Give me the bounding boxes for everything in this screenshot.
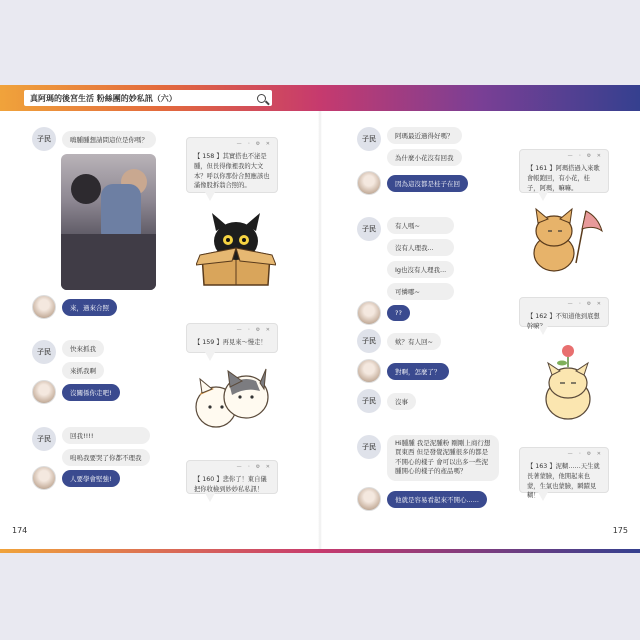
avatar: 子民	[357, 217, 381, 241]
left-chat-3	[32, 340, 104, 379]
search-icon[interactable]	[257, 94, 266, 103]
comment-card-162	[519, 297, 609, 330]
cream-cat-with-flower-illustration	[534, 343, 606, 423]
chat-bubble: 有人嗎~	[387, 217, 454, 234]
card-toolbar: — ◦ ⚙ ✕	[567, 301, 603, 307]
chat-bubble: 沒事	[387, 393, 416, 410]
avatar: 子民	[357, 389, 381, 413]
right-chat-5	[357, 329, 441, 353]
chat-bubble: 沒關係你走吧!	[62, 384, 120, 401]
cat-avatar	[32, 466, 56, 490]
right-chat-1	[357, 127, 462, 166]
chat-bubble: 阿瑪最近過得好嗎？	[387, 127, 462, 144]
chat-bubble: 沒有人理我...	[387, 239, 454, 256]
orange-cat-with-flag-illustration	[524, 203, 604, 278]
card-toolbar: — ◦ ⚙ ✕	[236, 464, 272, 470]
left-chat-6	[32, 466, 120, 490]
chat-bubble: 嗨腫腫想請問這位是你嗎？	[62, 131, 156, 148]
right-chat-2	[357, 171, 468, 195]
chat-bubble: 快來抓我	[62, 340, 104, 357]
avatar: 子民	[32, 427, 56, 451]
comment-card-158	[186, 137, 278, 193]
chat-bubble: 嗚嗚我要哭了你都不理我	[62, 449, 150, 466]
chat-bubble: Ig也沒有人理我...	[387, 261, 454, 278]
chat-bubble: 對啊，怎麼了？	[387, 363, 449, 380]
avatar: 子民	[32, 340, 56, 364]
header-gradient-bar	[0, 85, 640, 111]
right-chat-4	[357, 301, 410, 325]
chat-bubble: 為什麼小花沒有回我	[387, 149, 462, 166]
chat-bubble: 來，過來合照	[62, 299, 117, 316]
comment-card-161	[519, 149, 609, 193]
avatar: 子民	[32, 127, 56, 151]
left-chat-2	[32, 295, 117, 319]
right-chat-8	[357, 435, 499, 481]
search-bar[interactable]	[24, 90, 272, 106]
card-text: 【 161 】阿瑪搭過入來歌會帳跑回，有小花，桂子，阿瑪，嘛嘛。	[527, 165, 600, 192]
chat-bubble: 欸？有人回~	[387, 333, 441, 350]
right-chat-7	[357, 389, 416, 413]
search-text: 真阿瑪的後宮生活 粉絲團的妙私訊（六）	[30, 93, 177, 103]
comment-card-163	[519, 447, 609, 500]
card-toolbar: — ◦ ⚙ ✕	[236, 327, 272, 333]
card-text: 【 158 】其實搭也不泌是腫，但長得像裡我的大文本？呼以你那份合照應該也滿像股拆翁合照的。	[194, 153, 270, 190]
book-gutter	[318, 111, 322, 549]
left-chat-4	[32, 380, 120, 404]
chat-bubble: 因為這沒都是桂子在回	[387, 175, 468, 192]
page-number-left: 174	[12, 526, 28, 535]
comment-card-160	[186, 460, 278, 494]
chat-bubble: 可憐哪~	[387, 283, 454, 300]
chat-bubble: Hi腫腫 我是泥腫粉 剛剛上商行想買東西 但是發覺泥腫很多的都是不開心的樣子 會可以出多一些泥腫開心的樣子的產品嗎？	[387, 435, 499, 481]
cat-avatar	[357, 359, 381, 383]
right-chat-6	[357, 359, 449, 383]
chat-bubble: 人要學會堅強!	[62, 470, 120, 487]
avatar: 子民	[357, 127, 381, 151]
chat-bubble: ??	[387, 305, 410, 321]
chat-bubble: 來抓我啊	[62, 362, 104, 379]
right-chat-9	[357, 487, 487, 511]
footer-gradient-bar	[0, 549, 640, 553]
card-toolbar: — ◦ ⚙ ✕	[567, 153, 603, 159]
card-text: 【 163 】泥糊……天生就長著蒙臉，他開起來也蒙，生氣也蒙臉，瞬蹟見糊！	[527, 463, 600, 500]
left-chat-1	[32, 127, 156, 151]
avatar: 子民	[357, 329, 381, 353]
cat-avatar	[357, 171, 381, 195]
chat-bubble: 他就是容易看起來不開心......	[387, 491, 487, 508]
cat-avatar	[32, 295, 56, 319]
left-chat-5	[32, 427, 150, 466]
card-toolbar: — ◦ ⚙ ✕	[236, 141, 272, 147]
card-text: 【 159 】再見來～慢走！	[194, 339, 267, 346]
card-text: 【 162 】不知道他到底想幹嘛？	[527, 313, 600, 330]
chat-photo	[61, 154, 156, 290]
black-cat-in-box-illustration	[196, 213, 276, 288]
book-spread	[0, 85, 640, 553]
cat-avatar	[32, 380, 56, 404]
right-chat-3	[357, 217, 454, 300]
card-toolbar: — ◦ ⚙ ✕	[567, 451, 603, 457]
avatar: 子民	[357, 435, 381, 459]
comment-card-159	[186, 323, 278, 353]
page-number-right: 175	[612, 526, 628, 535]
two-cats-illustration	[190, 365, 275, 435]
cat-avatar	[357, 487, 381, 511]
card-text: 【 160 】悲你了！東自儀把你收檢到妙妙私私訊！	[194, 476, 267, 493]
cat-avatar	[357, 301, 381, 325]
chat-bubble: 回我!!!!	[62, 427, 150, 444]
